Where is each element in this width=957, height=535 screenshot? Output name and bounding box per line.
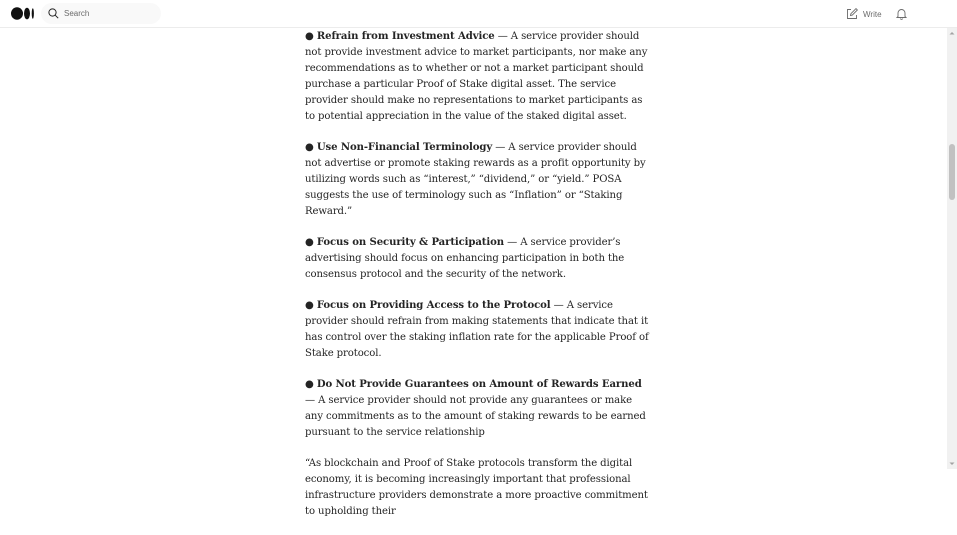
scroll-up-arrow-icon[interactable] bbox=[947, 28, 957, 38]
item-title: Refrain from Investment Advice bbox=[316, 31, 495, 42]
medium-logo[interactable] bbox=[11, 7, 35, 20]
vertical-scrollbar[interactable] bbox=[947, 28, 957, 469]
item-body: — A service provider’s advertising should focus on enhancing participation in both the consensus protocol and the security of the network. bbox=[305, 237, 625, 280]
item-title: Focus on Providing Access to the Protocol bbox=[316, 300, 551, 311]
item-title: Do Not Provide Guarantees on Amount of Rewards Earned bbox=[316, 379, 642, 390]
item-body: — A service provider should refrain from making statements that indicate that it has control over the staking inflation rate for the applicable Proof of Stake protocol. bbox=[305, 300, 649, 359]
list-item bbox=[305, 377, 651, 441]
bullet: ● bbox=[305, 379, 314, 390]
list-item bbox=[305, 29, 651, 125]
scroll-down-arrow-icon[interactable] bbox=[947, 459, 957, 469]
list-item bbox=[305, 235, 651, 283]
bell-icon[interactable] bbox=[895, 7, 908, 20]
write-label: Write bbox=[863, 9, 882, 19]
item-body: — A service provider should not advertise or promote staking rewards as a profit opportunity by utilizing words such as “interest,” “dividend,” or “yield.” POSA suggests the use of terminology such as “Inflation” or “Staking Reward.” bbox=[305, 142, 646, 217]
top-navigation-bar bbox=[0, 0, 957, 28]
write-button[interactable] bbox=[846, 6, 882, 22]
write-icon bbox=[846, 8, 858, 20]
bullet: ● bbox=[305, 31, 314, 42]
item-title: Use Non-Financial Terminology bbox=[316, 142, 493, 153]
article-body bbox=[305, 29, 651, 535]
item-body: — A service provider should not provide investment advice to market participants, nor make any recommendations as to whether or not a market participant should purchase a particular Proof of Stake digital asset. The service provider should make no representations to market participants as to potential appreciation in the value of the staked digital asset. bbox=[305, 31, 648, 122]
quote-paragraph: “As blockchain and Proof of Stake protocols transform the digital economy, it is becoming increasingly important that professional infrastructure providers demonstrate a more proactive commitment to upholding their bbox=[305, 458, 648, 517]
item-body: — A service provider should not provide any guarantees or make any commitments as to the amount of staking rewards to be earned pursuant to the service relationship bbox=[305, 395, 646, 438]
scrollbar-thumb[interactable] bbox=[949, 144, 955, 200]
item-title: Focus on Security & Participation bbox=[316, 237, 504, 248]
bullet: ● bbox=[305, 142, 314, 153]
search-icon bbox=[48, 8, 59, 19]
list-item bbox=[305, 140, 651, 220]
list-item bbox=[305, 298, 651, 362]
bullet: ● bbox=[305, 237, 314, 248]
search-input[interactable] bbox=[64, 7, 154, 20]
bullet: ● bbox=[305, 300, 314, 311]
search-box[interactable] bbox=[41, 3, 161, 24]
